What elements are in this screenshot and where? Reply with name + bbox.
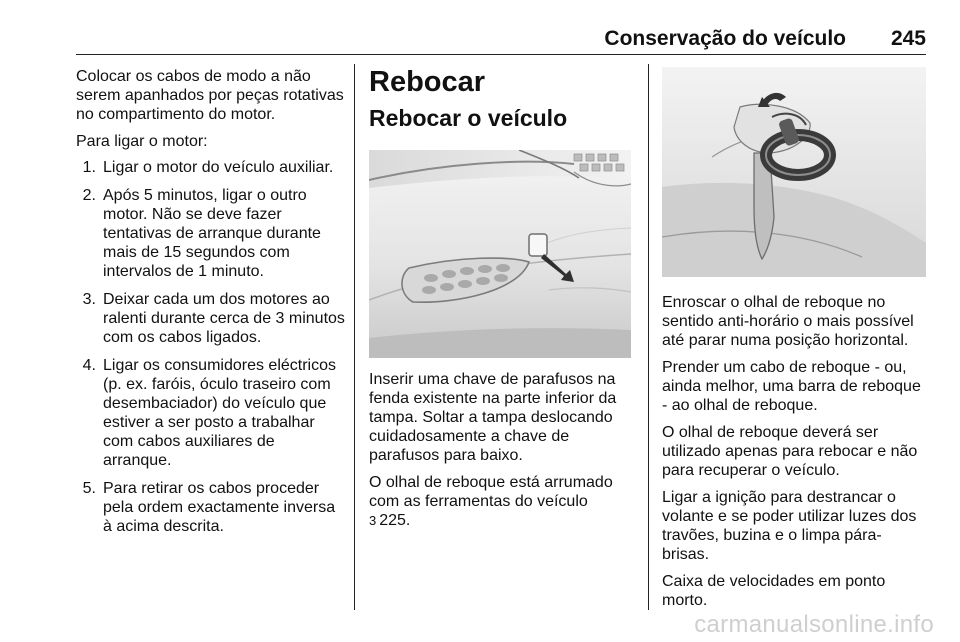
left-column — [76, 67, 346, 545]
step-item: 2. Após 5 minutos, ligar o outro motor. Não se deve fazer tentativas de arranque durante mais de 15 segundos com intervalos de 1 minuto. — [82, 187, 321, 280]
header-rule — [76, 54, 926, 55]
column-divider-left — [354, 64, 355, 610]
tow-eye-usage-paragraph: O olhal de reboque deverá ser utilizado apenas para rebocar e não para recuperar o veículo. — [662, 424, 918, 479]
middle-column — [369, 66, 635, 538]
column-divider-right — [648, 64, 649, 610]
step-item: 3. Deixar cada um dos motores ao ralenti durante cerca de 3 minutos com os cabos ligados. — [82, 291, 345, 346]
jump-start-steps — [76, 158, 346, 536]
tow-eye-illustration — [662, 67, 926, 277]
screwdriver-paragraph: Inserir uma chave de parafusos na fenda existente na parte inferior da tampa. Soltar a tampa deslocando cuidadosamente a chave de parafusos para baixo. — [369, 371, 617, 464]
step-item: 1. Ligar o motor do veículo auxiliar. — [82, 159, 334, 176]
section-heading: Rebocar — [369, 66, 486, 98]
screw-in-tow-eye-paragraph: Enroscar o olhal de reboque no sentido anti-horário o mais possível até parar numa posição horizontal. — [662, 294, 914, 349]
neutral-gear-paragraph: Caixa de velocidades em ponto morto. — [662, 573, 886, 609]
step-item: 5. Para retirar os cabos proceder pela ordem exactamente inversa à acima descrita. — [82, 480, 336, 535]
watermark: carmanualsonline.info — [694, 611, 934, 638]
ignition-paragraph: Ligar a ignição para destrancar o volante e se poder utilizar luzes dos travões, buzina e o limpa pára-brisas. — [662, 489, 917, 563]
steps-lead: Para ligar o motor: — [76, 133, 208, 150]
right-column — [662, 67, 928, 618]
running-header-title: Conservação do veículo — [604, 27, 846, 50]
intro-paragraph: Colocar os cabos de modo a não serem apanhados por peças rotativas no compartimento do motor. — [76, 68, 344, 123]
cross-reference-icon: 3 — [369, 513, 377, 528]
bumper-cover-illustration — [369, 150, 631, 358]
attach-tow-rope-paragraph: Prender um cabo de reboque - ou, ainda melhor, uma barra de reboque - ao olhal de reboque. — [662, 359, 921, 414]
tow-eye-storage-paragraph: O olhal de reboque está arrumado com as ferramentas do veículo 3 225. — [369, 474, 613, 529]
step-item: 4. Ligar os consumidores eléctricos (p. ex. faróis, óculo traseiro com desembaciador) do veículo que estiver a ser posto a trabalhar com cabos auxiliares de arranque. — [82, 357, 336, 469]
cross-reference-page: 225. — [379, 512, 411, 529]
page-number: 245 — [890, 27, 926, 50]
section-subheading: Rebocar o veículo — [369, 105, 568, 131]
